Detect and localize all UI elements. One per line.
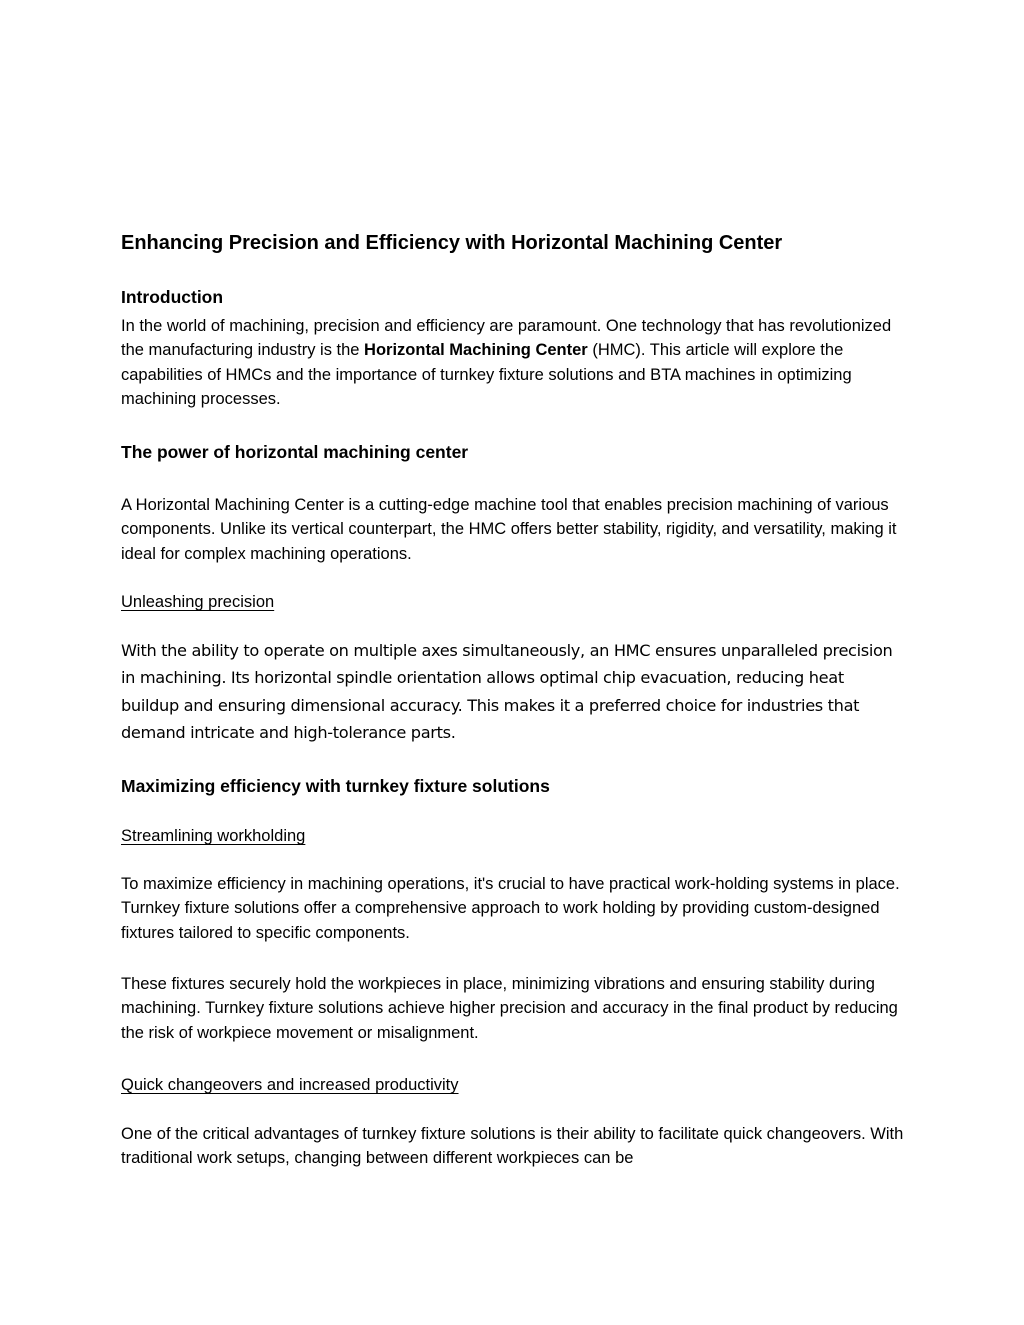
quick-changeovers-subheading: Quick changeovers and increased productivity [121,1076,459,1094]
section-efficiency-heading: Maximizing efficiency with turnkey fixture solutions [121,776,550,796]
section-power-paragraph: A Horizontal Machining Center is a cutting-edge machine tool that enables precision machining of various components. Unlike its vertical counterpart, the HMC offers better stability, rigidity, and versatility, making it ideal for complex machining operations. [121,496,897,563]
fixtures-paragraph: These fixtures securely hold the workpieces in place, minimizing vibrations and ensuring stability during machining. Turnkey fixture solutions achieve higher precision and accuracy in the final product by reducing the risk of workpiece movement or misalignment. [121,975,898,1042]
intro-text-before: In the world of machining, precision and efficiency are paramount. One technology that has revolutionized the manufacturing industry is the [121,317,892,360]
changeovers-paragraph: One of the critical advantages of turnkey fixture solutions is their ability to facilitate quick changeovers. With traditional work setups, changing between different workpieces can be [121,1125,904,1168]
section-power-heading: The power of horizontal machining center [121,442,469,462]
streamlining-workholding-subheading: Streamlining workholding [121,827,306,845]
document-title: Enhancing Precision and Efficiency with Horizontal Machining Center [121,232,783,254]
intro-text-after: (HMC). This article will explore the capabilities of HMCs and the importance of turnkey fixture solutions and BTA machines in optimizing machining processes. [121,341,852,409]
intro-bold-term: Horizontal Machining Center [364,341,588,360]
intro-heading: Introduction [121,287,224,307]
streamlining-paragraph: To maximize efficiency in machining operations, it's crucial to have practical work-holding systems in place. Turnkey fixture solutions offer a comprehensive approach to work holding by providing custom-designed fixtures tailored to specific components. [121,875,900,942]
intro-paragraph [121,314,906,412]
unleashing-precision-subheading: Unleashing precision [121,593,275,611]
unleashing-precision-paragraph: With the ability to operate on multiple axes simultaneously, an HMC ensures unparalleled precision in machining. Its horizontal spindle orientation allows optimal chip evacuation, reducing heat buildup and ensuring dimensional accuracy. This makes it a preferred choice for industries that demand intricate and high-tolerance parts. [121,641,893,742]
